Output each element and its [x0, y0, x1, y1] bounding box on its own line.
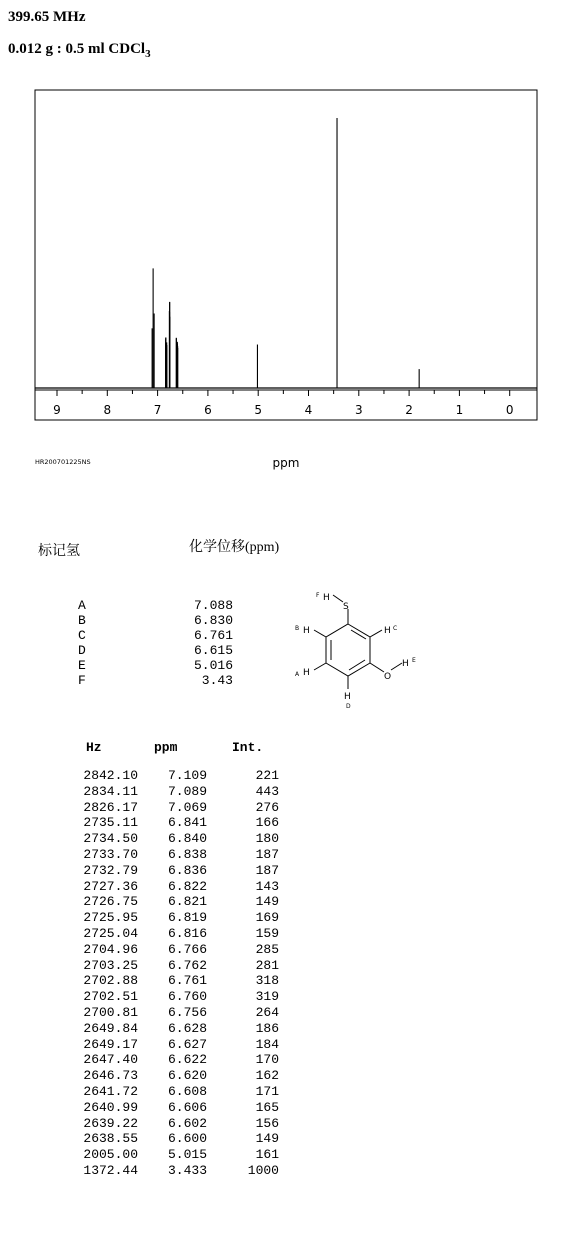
- x-tick-label: 5: [254, 403, 263, 417]
- peak-ppm: 3.433: [167, 1163, 207, 1178]
- spectrum-peaks: [152, 118, 419, 388]
- label-f: F: [316, 592, 320, 599]
- sample-concentration: [8, 41, 151, 60]
- peak-hz: 1372.44: [83, 1163, 138, 1178]
- x-axis-ticks: [53, 390, 513, 417]
- peak-ppm: 6.627: [167, 1036, 207, 1052]
- peak-int: 187: [255, 847, 279, 862]
- peak-hz: 2842.10: [83, 768, 138, 783]
- label-a: A: [295, 671, 300, 678]
- peak-ppm: 6.608: [167, 1084, 207, 1099]
- assignment-label: F: [78, 673, 86, 688]
- peak-ppm: 6.766: [167, 941, 207, 957]
- peak-hz: 2641.72: [83, 1084, 138, 1099]
- peak-table-header-hz: Hz: [86, 740, 102, 755]
- peak-hz: 2704.96: [83, 941, 138, 957]
- peak-ppm: 6.821: [167, 894, 207, 910]
- concentration-text: 0.012 g : 0.5 ml CDCl: [8, 41, 146, 57]
- peak-hz: 2702.51: [83, 989, 138, 1005]
- peak-hz: 2734.50: [83, 831, 138, 847]
- peak-hz: 2649.84: [83, 1020, 138, 1036]
- peak-hz: 2725.95: [83, 910, 138, 926]
- peak-ppm: 6.756: [167, 1005, 207, 1020]
- peak-ppm: 6.602: [167, 1115, 207, 1131]
- peak-ppm: 6.819: [167, 910, 207, 926]
- peak-ppm: 6.620: [167, 1068, 207, 1084]
- assignment-shift: 3.43: [201, 673, 233, 688]
- peak-hz: 2638.55: [83, 1131, 138, 1147]
- peak-hz: 2735.11: [83, 815, 138, 831]
- peak-int: 156: [255, 1115, 279, 1131]
- x-tick-label: 6: [204, 403, 212, 417]
- peak-int: 149: [255, 894, 279, 910]
- peak-int: 318: [255, 973, 279, 989]
- peak-int: 159: [255, 926, 279, 941]
- peak-int: 281: [255, 957, 279, 973]
- peak-int: 1000: [247, 1163, 279, 1178]
- atom-h-e: H: [402, 659, 409, 669]
- label-d: D: [346, 703, 351, 710]
- atom-h-b: H: [303, 626, 310, 636]
- peak-hz: 2005.00: [83, 1147, 138, 1163]
- atom-h-c: H: [384, 626, 391, 636]
- peak-int: 276: [255, 799, 279, 815]
- peak-hz: 2834.11: [83, 783, 138, 799]
- peak-int: 186: [255, 1020, 279, 1036]
- assignment-label: A: [78, 598, 86, 613]
- peak-hz: 2726.75: [83, 894, 138, 910]
- peak-ppm: 7.069: [167, 799, 207, 815]
- peak-int: 170: [255, 1052, 279, 1068]
- assignment-shift: 6.615: [193, 643, 233, 658]
- peak-hz: 2647.40: [83, 1052, 138, 1068]
- peak-int: 166: [255, 815, 279, 831]
- peak-hz: 2640.99: [83, 1099, 138, 1115]
- peak-ppm: 6.762: [167, 957, 207, 973]
- peak-ppm: 6.838: [167, 847, 207, 862]
- peak-ppm: 6.816: [167, 926, 207, 941]
- peak-hz: 2700.81: [83, 1005, 138, 1020]
- peak-ppm: 6.761: [167, 973, 207, 989]
- peak-hz: 2646.73: [83, 1068, 138, 1084]
- peak-hz: 2702.88: [83, 973, 138, 989]
- peak-int: 187: [255, 862, 279, 878]
- peak-int: 221: [255, 768, 279, 783]
- x-tick-label: 3: [354, 403, 363, 417]
- x-tick-label: 4: [304, 403, 313, 417]
- assignment-label: B: [78, 613, 86, 628]
- peak-int: 143: [255, 878, 279, 894]
- peak-hz: 2649.17: [83, 1036, 138, 1052]
- atom-o: O: [384, 672, 392, 682]
- peak-ppm: 6.600: [167, 1131, 207, 1147]
- bond-s-h: [333, 595, 343, 602]
- nmr-spectrum-chart: [0, 84, 570, 484]
- peak-int: 165: [255, 1099, 279, 1115]
- peak-int: 264: [255, 1005, 279, 1020]
- peak-hz: 2727.36: [83, 878, 138, 894]
- bond-c-o: [370, 663, 384, 672]
- peak-ppm: 6.841: [167, 815, 207, 831]
- molecule-structure: [285, 588, 450, 758]
- concentration-subscript: 3: [145, 48, 151, 60]
- peak-ppm: 5.015: [167, 1147, 207, 1163]
- peak-int: 285: [255, 941, 279, 957]
- atom-h-f: H: [323, 593, 330, 603]
- x-tick-label: 2: [405, 403, 413, 417]
- sample-id: HR200701225NS: [35, 458, 91, 466]
- peak-table-header-int: Int.: [232, 740, 264, 755]
- x-axis-label: ppm: [272, 456, 300, 470]
- assignment-shift: 6.761: [193, 628, 233, 643]
- bond-o-h: [391, 663, 402, 670]
- peak-ppm: 7.109: [167, 768, 207, 783]
- peak-int: 319: [255, 989, 279, 1005]
- peak-int: 184: [255, 1036, 279, 1052]
- peak-hz: 2826.17: [83, 799, 138, 815]
- benzene-ring: [326, 624, 370, 676]
- peak-ppm: 6.840: [167, 831, 207, 847]
- peak-int: 149: [255, 1131, 279, 1147]
- x-tick-label: 1: [455, 403, 464, 417]
- spectrometer-frequency: 399.65 MHz: [8, 9, 86, 25]
- assignment-label: C: [78, 628, 86, 643]
- atom-s: S: [343, 602, 349, 612]
- peak-int: 161: [255, 1147, 279, 1163]
- peak-ppm: 6.760: [167, 989, 207, 1005]
- bond-c-hc: [370, 630, 382, 637]
- assignment-label: D: [78, 643, 86, 658]
- bond-c-ha: [314, 663, 326, 670]
- peak-hz: 2703.25: [83, 957, 138, 973]
- peak-int: 169: [255, 910, 279, 926]
- peak-table-header-ppm: ppm: [154, 740, 178, 755]
- assignment-shift: 7.088: [193, 598, 233, 613]
- assignment-shift: 5.016: [193, 658, 233, 673]
- peak-ppm: 6.628: [167, 1020, 207, 1036]
- peak-ppm: 6.822: [167, 878, 207, 894]
- peak-int: 180: [255, 831, 279, 847]
- peak-int: 171: [255, 1084, 279, 1099]
- label-e: E: [412, 657, 416, 664]
- peak-hz: 2732.79: [83, 862, 138, 878]
- peak-ppm: 7.089: [167, 783, 207, 799]
- peak-int: 443: [255, 783, 279, 799]
- ring-double-bond-2: [349, 660, 365, 670]
- bond-c-hb: [314, 630, 326, 637]
- atom-h-a: H: [303, 668, 310, 678]
- assignment-label: E: [78, 658, 86, 673]
- label-b: B: [295, 625, 300, 632]
- peak-ppm: 6.622: [167, 1052, 207, 1068]
- assignment-shift: 6.830: [193, 613, 233, 628]
- peak-hz: 2733.70: [83, 847, 138, 862]
- assignment-shift-header: 化学位移(ppm): [189, 540, 280, 555]
- x-tick-label: 8: [103, 403, 112, 417]
- ring-double-bond-1: [351, 630, 366, 639]
- plot-frame: [35, 90, 537, 420]
- x-tick-label: 9: [53, 403, 61, 417]
- peak-ppm: 6.606: [167, 1099, 207, 1115]
- assignment-label-header: 标记氢: [38, 544, 80, 559]
- peak-ppm: 6.836: [167, 862, 207, 878]
- label-c: C: [393, 625, 398, 632]
- x-tick-label: 0: [505, 403, 514, 417]
- x-tick-label: 7: [153, 403, 162, 417]
- peak-hz: 2725.04: [83, 926, 138, 941]
- peak-int: 162: [255, 1068, 279, 1084]
- peak-hz: 2639.22: [83, 1115, 138, 1131]
- atom-h-d: H: [344, 692, 351, 702]
